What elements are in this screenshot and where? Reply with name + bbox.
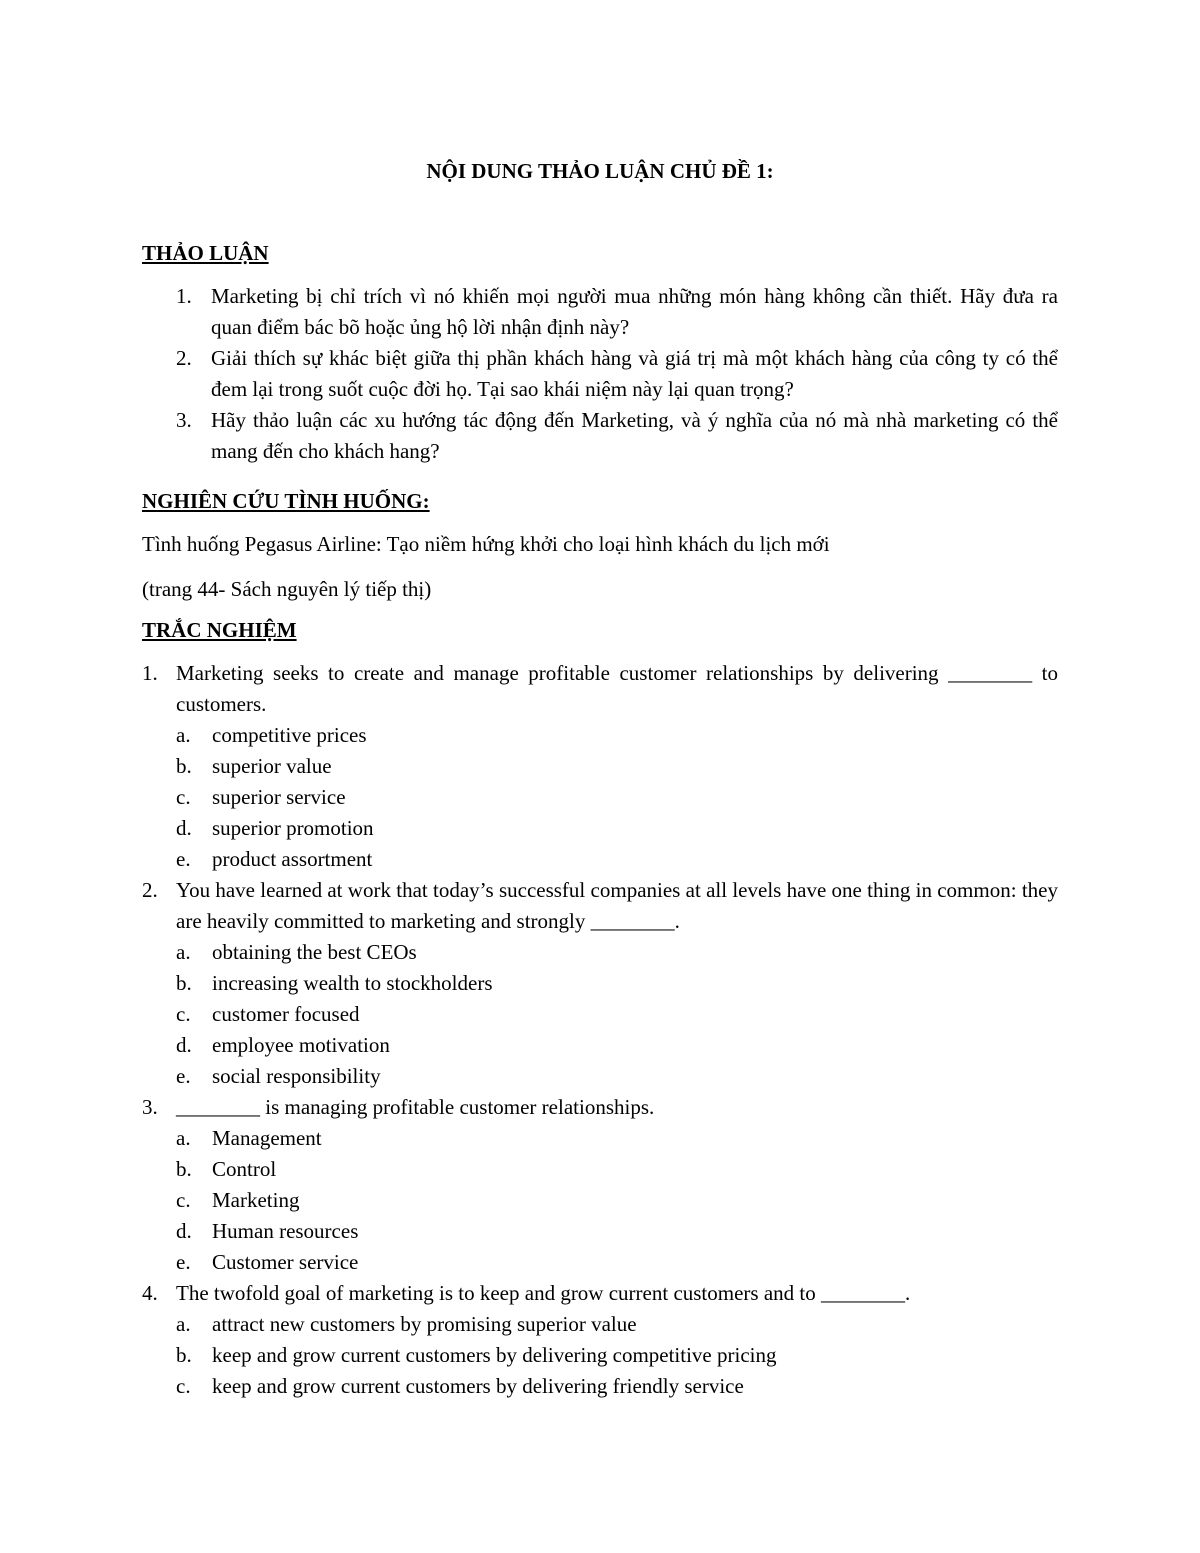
quiz-question — [142, 875, 1058, 1092]
option-text: Management — [212, 1126, 322, 1150]
item-number: 3. — [176, 408, 192, 432]
option-letter: d. — [176, 1219, 192, 1243]
option-list — [176, 1123, 1058, 1278]
option-text: superior value — [212, 754, 332, 778]
option-list — [176, 937, 1058, 1092]
option-text: social responsibility — [212, 1064, 381, 1088]
case-study-heading: NGHIÊN CỨU TÌNH HUỐNG: — [142, 489, 430, 513]
question-text: You have learned at work that today’s successful companies at all levels have one thing in common: they are heavily committed to marketing and strongly ________. — [176, 878, 1058, 933]
option-letter: b. — [176, 1157, 192, 1181]
answer-option — [176, 1061, 1058, 1092]
option-letter: c. — [176, 1002, 191, 1026]
discussion-heading: THẢO LUẬN — [142, 241, 269, 265]
option-letter: d. — [176, 1033, 192, 1057]
option-text: product assortment — [212, 847, 373, 871]
option-text: superior promotion — [212, 816, 374, 840]
question-number: 2. — [142, 878, 158, 902]
item-text: Marketing bị chỉ trích vì nó khiến mọi người mua những món hàng không cần thiết. Hãy đưa ra quan điểm bác bõ hoặc ủng hộ lời nhận định này? — [211, 284, 1058, 339]
answer-option — [176, 1030, 1058, 1061]
option-text: competitive prices — [212, 723, 367, 747]
answer-option — [176, 1340, 1058, 1371]
discussion-item — [142, 343, 1058, 405]
question-text: ________ is managing profitable customer relationships. — [176, 1095, 655, 1119]
option-text: superior service — [212, 785, 346, 809]
option-list — [176, 1309, 1058, 1402]
answer-option — [176, 1185, 1058, 1216]
option-letter: a. — [176, 1312, 191, 1336]
answer-option — [176, 1154, 1058, 1185]
option-text: obtaining the best CEOs — [212, 940, 417, 964]
option-text: keep and grow current customers by delivering competitive pricing — [212, 1343, 777, 1367]
answer-option — [176, 1371, 1058, 1402]
quiz-question — [142, 658, 1058, 875]
answer-option — [176, 813, 1058, 844]
question-number: 1. — [142, 661, 158, 685]
discussion-list — [142, 281, 1058, 467]
option-letter: e. — [176, 847, 191, 871]
discussion-item — [142, 405, 1058, 467]
option-letter: c. — [176, 785, 191, 809]
question-number: 3. — [142, 1095, 158, 1119]
option-letter: c. — [176, 1374, 191, 1398]
page-title: NỘI DUNG THẢO LUẬN CHỦ ĐỀ 1: — [426, 159, 774, 183]
option-text: Marketing — [212, 1188, 300, 1212]
answer-option — [176, 937, 1058, 968]
quiz-list — [142, 658, 1058, 1402]
option-letter: b. — [176, 971, 192, 995]
case-study-reference: (trang 44- Sách nguyên lý tiếp thị) — [142, 577, 432, 601]
answer-option — [176, 1247, 1058, 1278]
answer-option — [176, 844, 1058, 875]
question-text: The twofold goal of marketing is to keep and grow current customers and to ________. — [176, 1281, 911, 1305]
item-number: 2. — [176, 346, 192, 370]
answer-option — [176, 968, 1058, 999]
discussion-item — [142, 281, 1058, 343]
option-text: Control — [212, 1157, 277, 1181]
option-letter: e. — [176, 1064, 191, 1088]
question-number: 4. — [142, 1281, 158, 1305]
option-text: Human resources — [212, 1219, 359, 1243]
option-list — [176, 720, 1058, 875]
answer-option — [176, 1309, 1058, 1340]
answer-option — [176, 1123, 1058, 1154]
quiz-question — [142, 1092, 1058, 1278]
answer-option — [176, 1216, 1058, 1247]
question-text: Marketing seeks to create and manage profitable customer relationships by delivering ________ to customers. — [176, 661, 1058, 716]
case-study-title: Tình huống Pegasus Airline: Tạo niềm hứng khởi cho loại hình khách du lịch mới — [142, 532, 830, 556]
option-letter: b. — [176, 754, 192, 778]
option-text: increasing wealth to stockholders — [212, 971, 493, 995]
option-text: attract new customers by promising superior value — [212, 1312, 637, 1336]
option-letter: b. — [176, 1343, 192, 1367]
answer-option — [176, 720, 1058, 751]
item-text: Giải thích sự khác biệt giữa thị phần khách hàng và giá trị mà một khách hàng của công ty có thể đem lại trong suốt cuộc đời họ. Tại sao khái niệm này lại quan trọng? — [211, 346, 1058, 401]
option-letter: e. — [176, 1250, 191, 1274]
item-number: 1. — [176, 284, 192, 308]
quiz-question — [142, 1278, 1058, 1402]
option-text: employee motivation — [212, 1033, 390, 1057]
option-text: Customer service — [212, 1250, 359, 1274]
option-letter: d. — [176, 816, 192, 840]
option-letter: a. — [176, 940, 191, 964]
option-text: keep and grow current customers by delivering friendly service — [212, 1374, 744, 1398]
option-letter: c. — [176, 1188, 191, 1212]
option-letter: a. — [176, 723, 191, 747]
quiz-heading: TRẮC NGHIỆM — [142, 618, 297, 642]
option-letter: a. — [176, 1126, 191, 1150]
answer-option — [176, 782, 1058, 813]
item-text: Hãy thảo luận các xu hướng tác động đến Marketing, và ý nghĩa của nó mà nhà marketing có thể mang đến cho khách hang? — [211, 408, 1058, 463]
answer-option — [176, 999, 1058, 1030]
answer-option — [176, 751, 1058, 782]
option-text: customer focused — [212, 1002, 360, 1026]
